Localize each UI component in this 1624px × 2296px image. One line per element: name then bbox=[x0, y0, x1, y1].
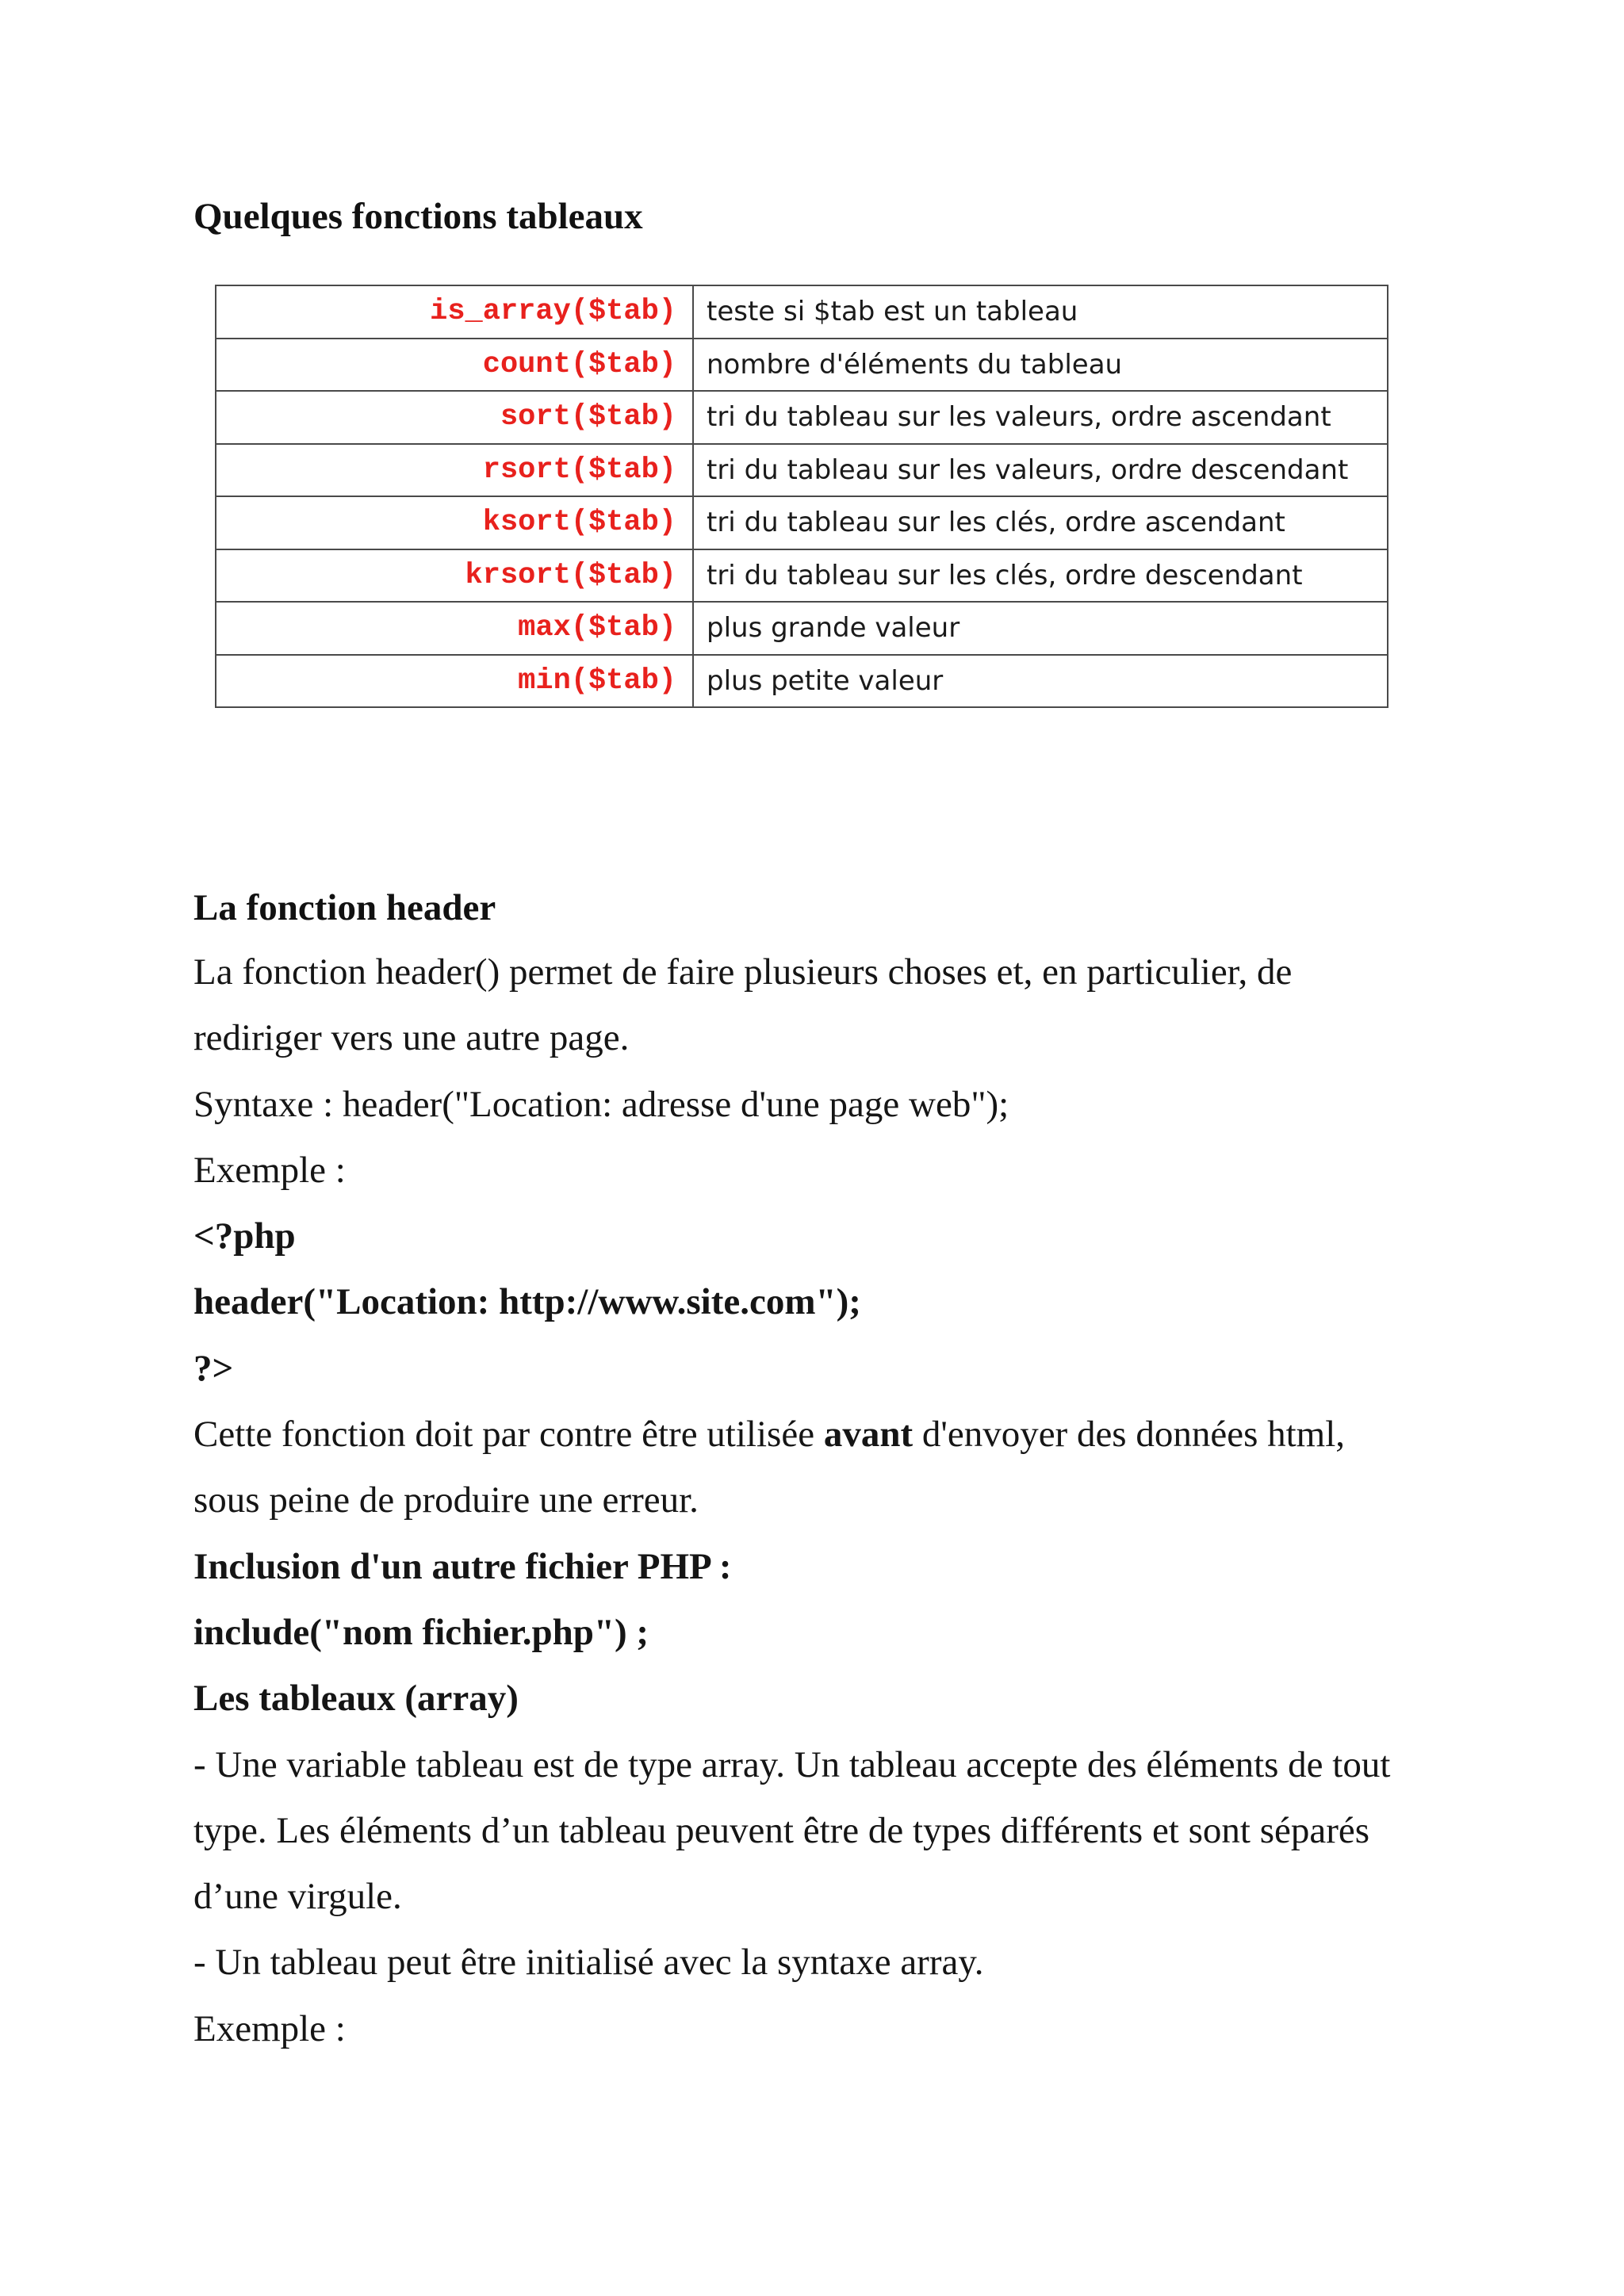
arrays-example-label: Exemple : bbox=[193, 2007, 346, 2049]
arrays-paragraph-line-3: d’une virgule. bbox=[193, 1876, 402, 1918]
function-row bbox=[216, 655, 1388, 708]
function-description-cell: tri du tableau sur les clés, ordre ascendant bbox=[693, 496, 1388, 549]
function-name-cell: rsort($tab) bbox=[216, 444, 693, 497]
array-functions-table bbox=[215, 285, 1388, 708]
function-row bbox=[216, 285, 1388, 339]
function-name-cell: min($tab) bbox=[216, 655, 693, 708]
header-intro-line-2: rediriger vers une autre page. bbox=[193, 1017, 630, 1059]
function-description-cell: nombre d'éléments du tableau bbox=[693, 339, 1388, 392]
function-name-cell: sort($tab) bbox=[216, 391, 693, 444]
code-php-open: <?php bbox=[193, 1215, 296, 1257]
note-text-before: Cette fonction doit par contre être utilisée bbox=[193, 1414, 824, 1456]
section-title-arrays: Les tableaux (array) bbox=[193, 1678, 519, 1720]
section-title-header-function: La fonction header bbox=[193, 887, 496, 928]
note-text-bold: avant bbox=[823, 1414, 914, 1456]
function-row bbox=[216, 339, 1388, 392]
document-body bbox=[193, 939, 1494, 2062]
function-name-cell: krsort($tab) bbox=[216, 549, 693, 603]
function-row bbox=[216, 549, 1388, 603]
note-text-after: d'envoyer des données html, bbox=[913, 1414, 1346, 1456]
function-name-cell: ksort($tab) bbox=[216, 496, 693, 549]
function-description-cell: teste si $tab est un tableau bbox=[693, 285, 1388, 339]
function-name-cell: is_array($tab) bbox=[216, 285, 693, 339]
header-note-line-1 bbox=[193, 1402, 1494, 1468]
code-header-call: header("Location: http://www.site.com"); bbox=[193, 1281, 861, 1323]
function-description-cell: tri du tableau sur les valeurs, ordre ascendant bbox=[693, 391, 1388, 444]
code-include-call: include("nom fichier.php") ; bbox=[193, 1611, 649, 1653]
function-description-cell: tri du tableau sur les valeurs, ordre descendant bbox=[693, 444, 1388, 497]
arrays-paragraph-line-1: - Une variable tableau est de type array. Un tableau accepte des éléments de tout bbox=[193, 1743, 1391, 1785]
header-example-label: Exemple : bbox=[193, 1149, 346, 1191]
function-row bbox=[216, 391, 1388, 444]
function-row bbox=[216, 602, 1388, 655]
section-title-array-functions: Quelques fonctions tableaux bbox=[193, 196, 643, 237]
function-row bbox=[216, 496, 1388, 549]
code-php-close: ?> bbox=[193, 1347, 234, 1389]
function-description-cell: plus petite valeur bbox=[693, 655, 1388, 708]
function-description-cell: plus grande valeur bbox=[693, 602, 1388, 655]
function-name-cell: count($tab) bbox=[216, 339, 693, 392]
function-name-cell: max($tab) bbox=[216, 602, 693, 655]
function-row bbox=[216, 444, 1388, 497]
function-description-cell: tri du tableau sur les clés, ordre descendant bbox=[693, 549, 1388, 603]
section-title-include: Inclusion d'un autre fichier PHP : bbox=[193, 1545, 732, 1587]
arrays-paragraph-line-2: type. Les éléments d’un tableau peuvent être de types différents et sont séparés bbox=[193, 1809, 1370, 1851]
header-intro-line-1: La fonction header() permet de faire plusieurs choses et, en particulier, de bbox=[193, 951, 1293, 993]
arrays-paragraph-2: - Un tableau peut être initialisé avec la syntaxe array. bbox=[193, 1942, 984, 1984]
header-note-line-2: sous peine de produire une erreur. bbox=[193, 1479, 699, 1521]
header-syntax: Syntaxe : header("Location: adresse d'une page web"); bbox=[193, 1083, 1009, 1125]
